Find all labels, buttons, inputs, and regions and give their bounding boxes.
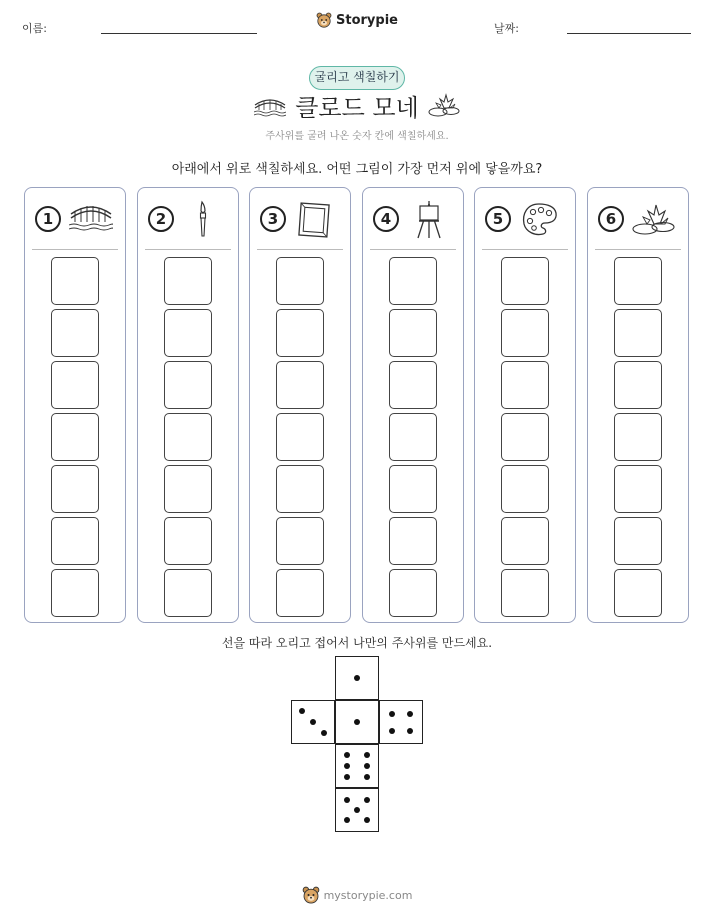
color-cell[interactable] <box>389 465 437 513</box>
color-cell[interactable] <box>501 413 549 461</box>
column-2 <box>137 187 239 623</box>
color-cell[interactable] <box>276 413 324 461</box>
column-header <box>363 188 463 250</box>
bear-icon <box>316 12 332 28</box>
title-row <box>0 88 714 124</box>
color-cell[interactable] <box>51 361 99 409</box>
column-number: 2 <box>148 206 174 232</box>
color-cell[interactable] <box>51 257 99 305</box>
date-label: 날짜: <box>494 22 519 35</box>
color-cell[interactable] <box>614 517 662 565</box>
column-divider <box>145 249 231 250</box>
color-cell[interactable] <box>389 517 437 565</box>
color-cell[interactable] <box>614 413 662 461</box>
easel-icon <box>407 200 451 240</box>
bridge-icon <box>69 200 113 234</box>
color-cell[interactable] <box>501 465 549 513</box>
dice-pip <box>299 708 305 714</box>
column-header <box>25 188 125 250</box>
frame-icon <box>294 200 338 238</box>
dice-pip <box>310 719 316 725</box>
column-header <box>475 188 575 250</box>
color-cell[interactable] <box>164 569 212 617</box>
page-title: 클로드 모네 <box>295 94 419 122</box>
color-cell[interactable] <box>501 361 549 409</box>
paintbrush-icon <box>182 200 226 238</box>
brand-name: Storypie <box>336 12 398 28</box>
color-cell[interactable] <box>51 465 99 513</box>
column-number: 5 <box>485 206 511 232</box>
dice-caption: 선을 따라 오리고 접어서 나만의 주사위를 만드세요. <box>221 636 493 650</box>
column-header <box>250 188 350 250</box>
dice-face-5 <box>335 788 379 832</box>
dice-pip <box>354 807 360 813</box>
color-cell[interactable] <box>164 257 212 305</box>
dice-pip <box>407 711 413 717</box>
color-cell[interactable] <box>501 569 549 617</box>
color-cell[interactable] <box>276 361 324 409</box>
color-cell[interactable] <box>164 517 212 565</box>
color-cell[interactable] <box>389 257 437 305</box>
column-number: 6 <box>598 206 624 232</box>
dice-pip <box>321 730 327 736</box>
dice-pip <box>364 797 370 803</box>
color-cell[interactable] <box>276 309 324 357</box>
color-cell[interactable] <box>51 309 99 357</box>
dice-pip <box>354 675 360 681</box>
footer-url[interactable]: mystorypie.com <box>323 888 413 902</box>
color-cell[interactable] <box>389 309 437 357</box>
footer <box>0 886 714 908</box>
bridge-icon <box>254 96 286 118</box>
color-cell[interactable] <box>276 465 324 513</box>
dice-pip <box>364 774 370 780</box>
page-subtitle: 주사위를 굴려 나온 숫자 칸에 색칠하세요. <box>265 131 449 142</box>
activity-badge: 굴리고 색칠하기 <box>309 66 405 90</box>
color-cell[interactable] <box>164 465 212 513</box>
dice-face-1 <box>335 700 379 744</box>
dice-face-4 <box>379 700 423 744</box>
column-divider <box>370 249 456 250</box>
dice-pip <box>364 817 370 823</box>
dice-pip <box>389 728 395 734</box>
dice-face-1 <box>335 656 379 700</box>
dice-pip <box>344 797 350 803</box>
column-6 <box>587 187 689 623</box>
color-cell[interactable] <box>164 361 212 409</box>
column-divider <box>257 249 343 250</box>
palette-icon <box>519 200 563 238</box>
name-label: 이름: <box>22 22 47 35</box>
column-number: 3 <box>260 206 286 232</box>
color-cell[interactable] <box>276 517 324 565</box>
dice-pip <box>344 763 350 769</box>
color-cell[interactable] <box>164 413 212 461</box>
dice-pip <box>364 763 370 769</box>
brand-logo <box>0 12 714 32</box>
color-cell[interactable] <box>51 413 99 461</box>
column-5 <box>474 187 576 623</box>
color-cell[interactable] <box>389 413 437 461</box>
dice-pip <box>344 774 350 780</box>
column-header <box>138 188 238 250</box>
dice-face-3 <box>291 700 335 744</box>
color-cell[interactable] <box>614 309 662 357</box>
color-cell[interactable] <box>501 517 549 565</box>
color-cell[interactable] <box>389 361 437 409</box>
column-4 <box>362 187 464 623</box>
column-1 <box>24 187 126 623</box>
dice-pip <box>407 728 413 734</box>
dice-pip <box>354 719 360 725</box>
color-cell[interactable] <box>614 569 662 617</box>
column-divider <box>32 249 118 250</box>
color-cell[interactable] <box>614 465 662 513</box>
water-lily-icon <box>632 200 676 238</box>
column-divider <box>482 249 568 250</box>
color-cell[interactable] <box>164 309 212 357</box>
column-divider <box>595 249 681 250</box>
column-number: 1 <box>35 206 61 232</box>
color-cell[interactable] <box>276 257 324 305</box>
column-header <box>588 188 688 250</box>
bear-icon <box>302 886 320 904</box>
color-cell[interactable] <box>389 569 437 617</box>
color-cell[interactable] <box>501 257 549 305</box>
instruction-text: 아래에서 위로 색칠하세요. 어떤 그림이 가장 먼저 위에 닿을까요? <box>171 162 543 177</box>
color-cell[interactable] <box>51 517 99 565</box>
color-cell[interactable] <box>276 569 324 617</box>
dice-pip <box>344 752 350 758</box>
dice-face-6 <box>335 744 379 788</box>
color-cell[interactable] <box>614 257 662 305</box>
color-cell[interactable] <box>614 361 662 409</box>
dice-pip <box>389 711 395 717</box>
water-lily-icon <box>428 92 460 118</box>
color-cell[interactable] <box>51 569 99 617</box>
column-number: 4 <box>373 206 399 232</box>
color-cell[interactable] <box>501 309 549 357</box>
name-line[interactable] <box>101 33 257 34</box>
column-3 <box>249 187 351 623</box>
dice-pip <box>364 752 370 758</box>
date-line[interactable] <box>567 33 691 34</box>
dice-pip <box>344 817 350 823</box>
